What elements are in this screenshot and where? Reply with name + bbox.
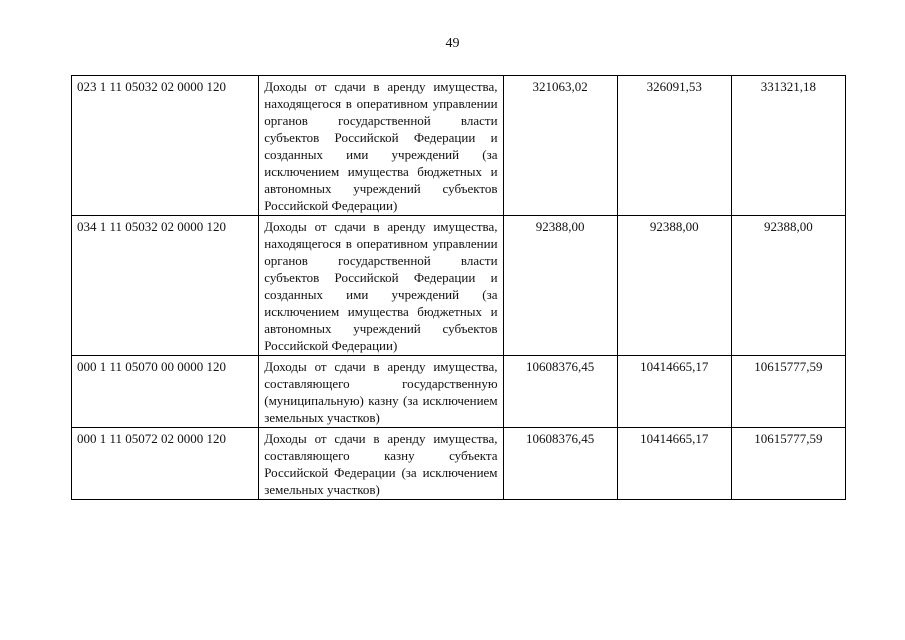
revenue-name-cell: Доходы от сдачи в аренду имущества, составляющего государственную (муниципальную) казну (за исключением земельных участков) <box>259 356 503 428</box>
table-row <box>72 216 846 356</box>
amount-year-1-cell: 10608376,45 <box>503 428 617 500</box>
amount-year-1-cell: 321063,02 <box>503 76 617 216</box>
amount-year-2-cell: 10414665,17 <box>617 356 731 428</box>
table-row <box>72 428 846 500</box>
revenue-name-cell: Доходы от сдачи в аренду имущества, находящегося в оперативном управлении органов государственной власти субъектов Российской Федерации и созданных ими учреждений (за исключением имущества бюджетных и автономных учреждений субъектов Российской Федерации) <box>259 76 503 216</box>
amount-year-1-cell: 10608376,45 <box>503 356 617 428</box>
amount-year-2-cell: 326091,53 <box>617 76 731 216</box>
page-number: 49 <box>445 36 460 51</box>
revenue-name-cell: Доходы от сдачи в аренду имущества, составляющего казну субъекта Российской Федерации (за исключением земельных участков) <box>259 428 503 500</box>
table-row <box>72 356 846 428</box>
amount-year-3-cell: 10615777,59 <box>731 356 845 428</box>
budget-code-cell: 000 1 11 05072 02 0000 120 <box>72 428 259 500</box>
budget-code-cell: 034 1 11 05032 02 0000 120 <box>72 216 259 356</box>
amount-year-3-cell: 10615777,59 <box>731 428 845 500</box>
revenue-table <box>71 75 846 500</box>
amount-year-2-cell: 92388,00 <box>617 216 731 356</box>
amount-year-3-cell: 331321,18 <box>731 76 845 216</box>
budget-code-cell: 023 1 11 05032 02 0000 120 <box>72 76 259 216</box>
revenue-name-cell: Доходы от сдачи в аренду имущества, находящегося в оперативном управлении органов государственной власти субъектов Российской Федерации и созданных ими учреждений (за исключением имущества бюджетных и автономных учреждений субъектов Российской Федерации) <box>259 216 503 356</box>
budget-code-cell: 000 1 11 05070 00 0000 120 <box>72 356 259 428</box>
table-row <box>72 76 846 216</box>
amount-year-2-cell: 10414665,17 <box>617 428 731 500</box>
amount-year-1-cell: 92388,00 <box>503 216 617 356</box>
amount-year-3-cell: 92388,00 <box>731 216 845 356</box>
